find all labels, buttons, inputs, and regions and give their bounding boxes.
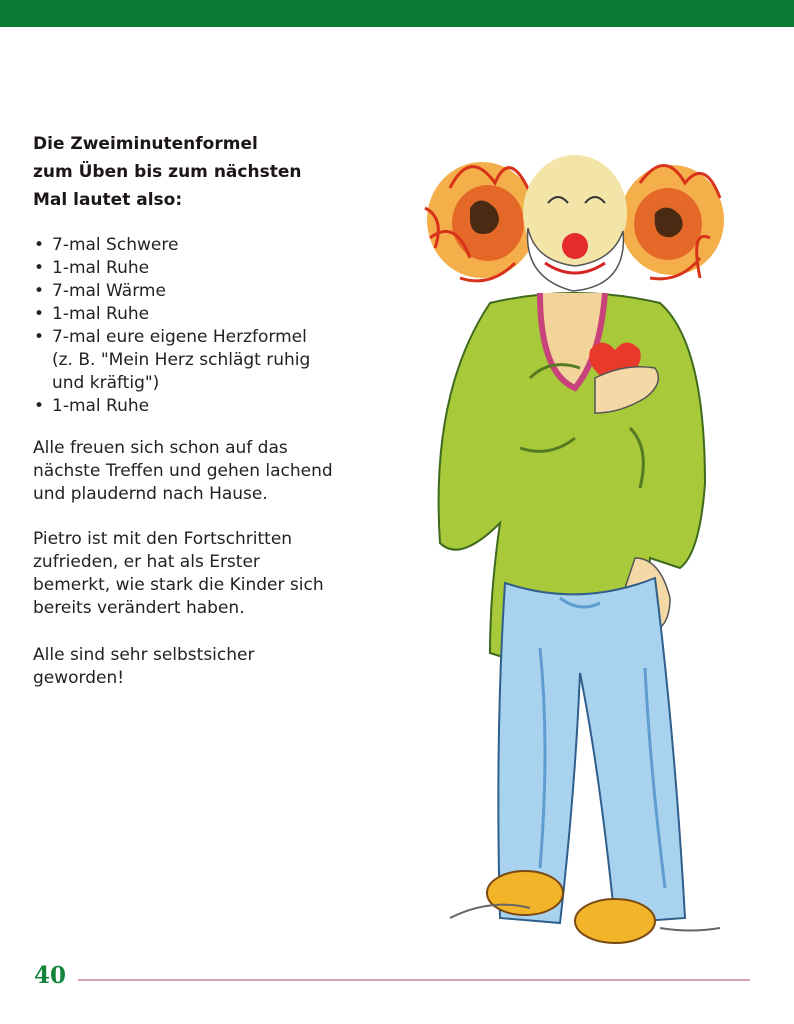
- list-item-text: (z. B. "Mein Herz schlägt ruhig: [52, 350, 311, 370]
- top-green-bar: [0, 0, 794, 27]
- paragraph-line: nächste Treffen und gehen lachend: [33, 461, 333, 481]
- paragraph-line: geworden!: [33, 668, 125, 688]
- section-heading: [33, 130, 363, 214]
- paragraph-line: Alle sind sehr selbstsicher: [33, 645, 255, 665]
- list-item-text: • 1-mal Ruhe: [52, 396, 150, 416]
- list-item: [33, 395, 393, 418]
- page-number: 40: [34, 962, 67, 989]
- list-item: [33, 257, 393, 280]
- heading-line: zum Üben bis zum nächsten: [33, 162, 302, 182]
- list-item-text: • 7-mal Schwere: [52, 235, 179, 255]
- clown-hair-right: [620, 165, 724, 279]
- paragraph-treffen: [33, 437, 393, 506]
- paragraph-line: und plaudernd nach Hause.: [33, 484, 268, 504]
- list-item: [33, 234, 393, 257]
- heading-line: Die Zweiminutenformel: [33, 134, 258, 154]
- paragraph-line: Pietro ist mit den Fortschritten: [33, 529, 293, 549]
- list-item-text: • 7-mal eure eigene Herzformel: [52, 327, 307, 347]
- clown-hair-left: [425, 162, 537, 281]
- list-item: [33, 280, 393, 303]
- exercise-list: [33, 234, 393, 418]
- heading-line: Mal lautet also:: [33, 190, 183, 210]
- list-item-text: und kräftig"): [52, 373, 160, 393]
- list-item: [33, 303, 393, 326]
- paragraph-line: bemerkt, wie stark die Kinder sich: [33, 575, 324, 595]
- list-item-text: • 1-mal Ruhe: [52, 304, 150, 324]
- list-item-text: • 1-mal Ruhe: [52, 258, 150, 278]
- paragraph-line: zufrieden, er hat als Erster: [33, 552, 260, 572]
- footer-rule: [78, 979, 750, 981]
- clown-head: [523, 155, 627, 291]
- list-item-text: • 7-mal Wärme: [52, 281, 166, 301]
- list-item: [33, 326, 393, 395]
- paragraph-line: bereits verändert haben.: [33, 598, 245, 618]
- paragraph-selbstsicher: [33, 644, 393, 690]
- paragraph-line: Alle freuen sich schon auf das: [33, 438, 288, 458]
- paragraph-pietro: [33, 528, 393, 620]
- clown-illustration: [410, 128, 740, 958]
